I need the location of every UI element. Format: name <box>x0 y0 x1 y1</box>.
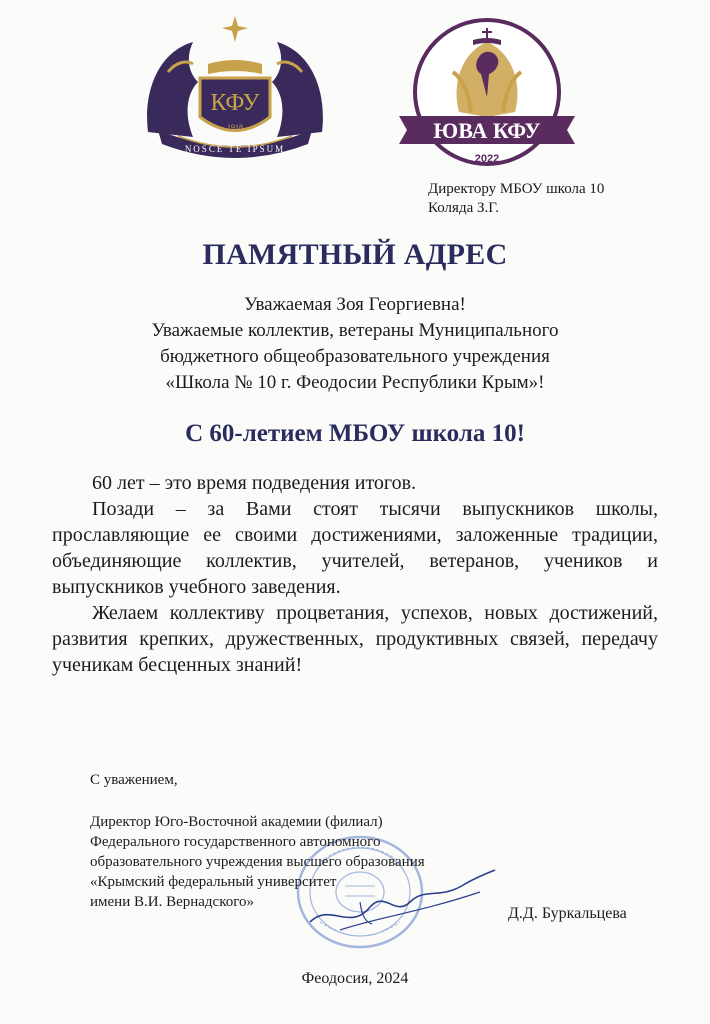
letter-body <box>52 470 658 678</box>
signatory-line-4: «Крымский федеральный университет <box>90 874 337 890</box>
yuva-emblem-label: ЮВА КФУ <box>433 118 541 143</box>
greeting-line-1: Уважаемая Зоя Георгиевна! <box>244 294 466 315</box>
recipient-block <box>428 180 604 218</box>
signatory-line-3: образовательного учреждения высшего образования <box>90 854 425 870</box>
body-paragraph-1: 60 лет – это время подведения итогов. <box>92 472 417 494</box>
kfu-crest-year: 1918 <box>227 123 243 132</box>
signatory-line-2: Федерального государственного автономного <box>90 834 381 850</box>
kfu-crest-letters: КФУ <box>210 90 260 116</box>
greeting-line-2: Уважаемые коллектив, ветераны Муниципального <box>151 320 559 341</box>
kfu-crest-motto: NOSCE TE IPSUM <box>184 144 286 154</box>
recipient-line-2: Коляда З.Г. <box>428 200 499 216</box>
signatory-line-1: Директор Юго-Восточной академии (филиал) <box>90 814 383 830</box>
yuva-emblem-year: 2022 <box>474 153 500 165</box>
kfu-crest-icon <box>138 12 332 162</box>
signer-name: Д.Д. Буркальцева <box>508 905 627 922</box>
yuva-kfu-emblem-icon <box>393 12 581 172</box>
greeting-block <box>0 292 710 396</box>
document-title: ПАМЯТНЫЙ АДРЕС <box>202 238 508 271</box>
greeting-line-3: бюджетного общеобразовательного учреждения <box>160 346 550 367</box>
place-and-date: Феодосия, 2024 <box>301 970 409 987</box>
body-paragraph-2: Позади – за Вами стоят тысячи выпускников школы, прославляющие ее своими достижениями, заложенные традиции, объединяющие коллектив, учителей, ветеранов, учеников и выпускников учебного заведения. <box>52 498 658 598</box>
handwritten-signature-icon <box>300 862 500 942</box>
anniversary-heading: С 60-летием МБОУ школа 10! <box>185 420 525 447</box>
body-paragraph-3: Желаем коллективу процветания, успехов, новых достижений, развития крепких, дружественных, продуктивных связей, передачу ученикам бесценных знаний! <box>52 602 658 676</box>
recipient-line-1: Директору МБОУ школа 10 <box>428 181 605 197</box>
signatory-line-5: имени В.И. Вернадского» <box>90 894 255 910</box>
regards-line: С уважением, <box>90 772 178 788</box>
greeting-line-4: «Школа № 10 г. Феодосии Республики Крым»! <box>165 372 545 393</box>
